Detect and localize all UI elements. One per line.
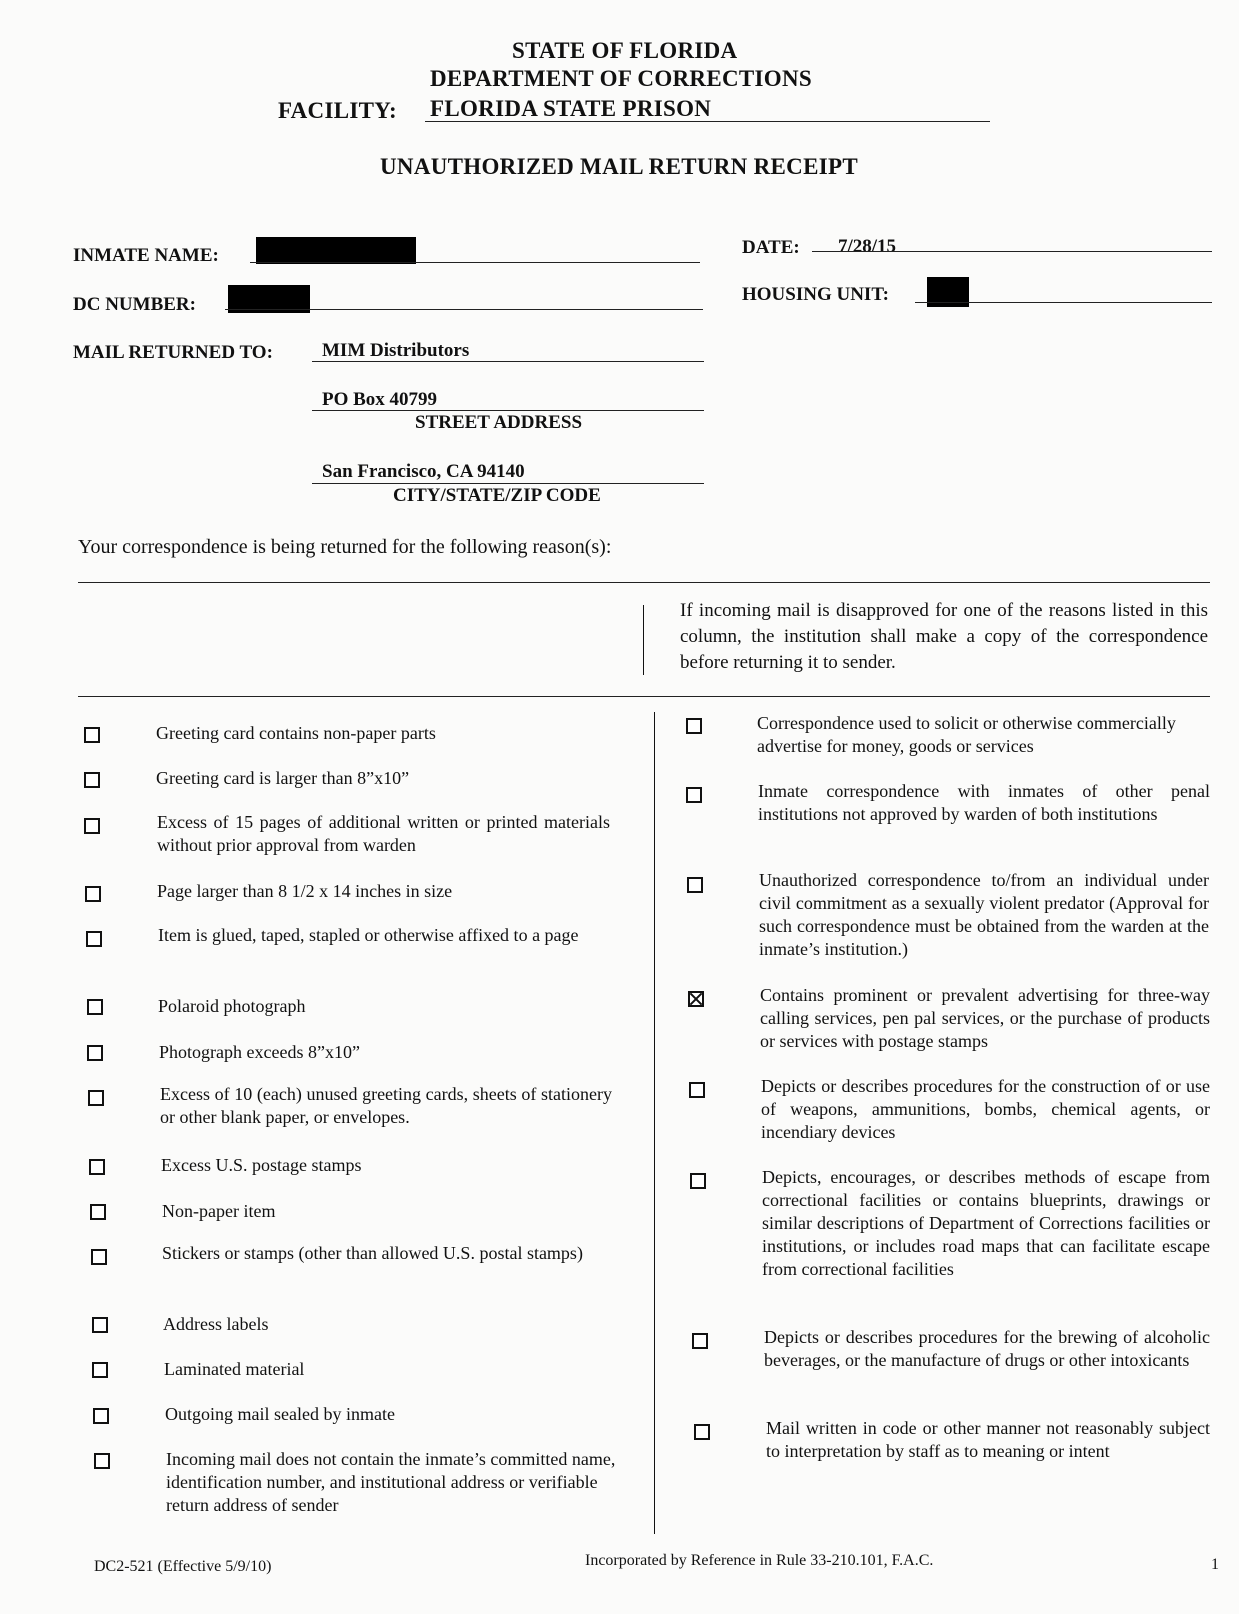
reason-label: Inmate correspondence with inmates of other penal institutions not approved by warden of both institutions: [758, 781, 1210, 824]
checkbox[interactable]: [92, 1317, 108, 1333]
reasons-intro-rule: [78, 582, 1210, 583]
checkbox[interactable]: [85, 886, 101, 902]
facility-value: FLORIDA STATE PRISON: [430, 96, 712, 121]
reasons-intro: Your correspondence is being returned for the following reason(s):: [78, 536, 612, 558]
note-divider: [643, 605, 644, 675]
checkbox[interactable]: [93, 1408, 109, 1424]
date-label: DATE:: [742, 237, 800, 258]
checkbox[interactable]: [94, 1453, 110, 1469]
checkbox[interactable]: [89, 1159, 105, 1175]
inmate-name-underline: [250, 262, 700, 263]
mail-returned-to-underline: [312, 361, 704, 362]
reason-label: Polaroid photograph: [158, 996, 306, 1016]
checkbox[interactable]: [86, 931, 102, 947]
checkbox[interactable]: [689, 1082, 705, 1098]
housing-unit-label: HOUSING UNIT:: [742, 284, 889, 305]
dc-number-underline: [225, 309, 703, 310]
page-number: 1: [1211, 1556, 1219, 1573]
inmate-name-label: INMATE NAME:: [73, 245, 219, 266]
reason-label: Excess U.S. postage stamps: [161, 1155, 362, 1175]
reason-label: Photograph exceeds 8”x10”: [159, 1042, 360, 1062]
city-underline: [312, 483, 704, 484]
reason-label: Non-paper item: [162, 1201, 276, 1221]
column-divider: [654, 712, 655, 1534]
reason-label: Greeting card contains non-paper parts: [156, 723, 436, 743]
right-column-note: If incoming mail is disapproved for one of the reasons listed in this column, the institution shall make a copy of the correspondence before returning it to sender.: [680, 600, 1208, 673]
facility-label: FACILITY:: [278, 98, 398, 123]
reason-label: Correspondence used to solicit or otherwise commercially advertise for money, goods or services: [757, 713, 1176, 756]
reason-label: Item is glued, taped, stapled or otherwise affixed to a page: [158, 925, 579, 945]
reason-label: Laminated material: [164, 1359, 305, 1379]
reason-label: Unauthorized correspondence to/from an individual under civil commitment as a sexually violent predator (Approval for such correspondence must be obtained from the warden at the inmate’s institution.): [759, 870, 1209, 959]
reason-label: Greeting card is larger than 8”x10”: [156, 768, 410, 788]
checkbox[interactable]: [88, 1090, 104, 1106]
checkbox[interactable]: [687, 877, 703, 893]
housing-unit-underline: [915, 302, 1212, 303]
reason-label: Depicts or describes procedures for the construction of or use of weapons, ammunitions, bombs, chemical agents, or incendiary devices: [761, 1076, 1210, 1142]
form-title: UNAUTHORIZED MAIL RETURN RECEIPT: [380, 154, 858, 179]
mail-returned-to-value: MIM Distributors: [322, 340, 470, 361]
checked-checkbox[interactable]: [688, 991, 704, 1007]
checkbox[interactable]: [84, 818, 100, 834]
reason-label: Address labels: [163, 1314, 269, 1334]
date-value: 7/28/15: [838, 236, 897, 257]
date-underline: [812, 251, 1212, 252]
checkbox[interactable]: [92, 1362, 108, 1378]
dc-number-label: DC NUMBER:: [73, 294, 196, 315]
note-bottom-rule: [78, 696, 1210, 697]
reason-label: Incoming mail does not contain the inmate’s committed name, identification number, and institutional address or verifiable return address of sender: [166, 1449, 616, 1515]
checkbox[interactable]: [84, 727, 100, 743]
checkbox[interactable]: [686, 718, 702, 734]
inmate-name-redaction: [256, 237, 416, 264]
checkbox[interactable]: [87, 1045, 103, 1061]
reason-label: Depicts or describes procedures for the brewing of alcoholic beverages, or the manufacture of drugs or other intoxicants: [764, 1327, 1210, 1370]
state-heading: STATE OF FLORIDA: [512, 38, 738, 63]
mail-returned-to-label: MAIL RETURNED TO:: [73, 342, 273, 363]
reason-label: Excess of 10 (each) unused greeting cards, sheets of stationery or other blank paper, or envelopes.: [160, 1084, 612, 1127]
street-underline: [312, 410, 704, 411]
checkbox[interactable]: [690, 1173, 706, 1189]
city-value: San Francisco, CA 94140: [322, 461, 525, 482]
facility-underline: [425, 121, 990, 122]
reason-label: Depicts, encourages, or describes methods of escape from correctional facilities or contains blueprints, drawings or similar descriptions of Department of Corrections facilities or institutions, or includes road maps that can facilitate escape from correctional facilities: [762, 1167, 1210, 1279]
reason-label: Mail written in code or other manner not reasonably subject to interpretation by staff as to meaning or intent: [766, 1418, 1210, 1461]
checkbox[interactable]: [90, 1204, 106, 1220]
department-heading: DEPARTMENT OF CORRECTIONS: [430, 66, 812, 91]
checkbox[interactable]: [91, 1249, 107, 1265]
city-label: CITY/STATE/ZIP CODE: [393, 485, 601, 506]
checkbox[interactable]: [694, 1424, 710, 1440]
reason-label: Excess of 15 pages of additional written or printed materials without prior approval from warden: [157, 812, 610, 855]
reason-label: Contains prominent or prevalent advertising for three-way calling services, pen pal services, or the purchase of products or services with postage stamps: [760, 985, 1210, 1051]
reason-label: Page larger than 8 1/2 x 14 inches in size: [157, 881, 453, 901]
checkbox[interactable]: [686, 787, 702, 803]
street-value: PO Box 40799: [322, 389, 438, 410]
form-number: DC2-521 (Effective 5/9/10): [94, 1558, 272, 1575]
reason-label: Outgoing mail sealed by inmate: [165, 1404, 395, 1424]
checkbox[interactable]: [84, 772, 100, 788]
checkbox[interactable]: [87, 999, 103, 1015]
reason-label: Stickers or stamps (other than allowed U.S. postal stamps): [162, 1243, 583, 1263]
rule-reference: Incorporated by Reference in Rule 33-210.101, F.A.C.: [585, 1552, 934, 1569]
street-label: STREET ADDRESS: [415, 412, 583, 433]
checkbox[interactable]: [692, 1333, 708, 1349]
